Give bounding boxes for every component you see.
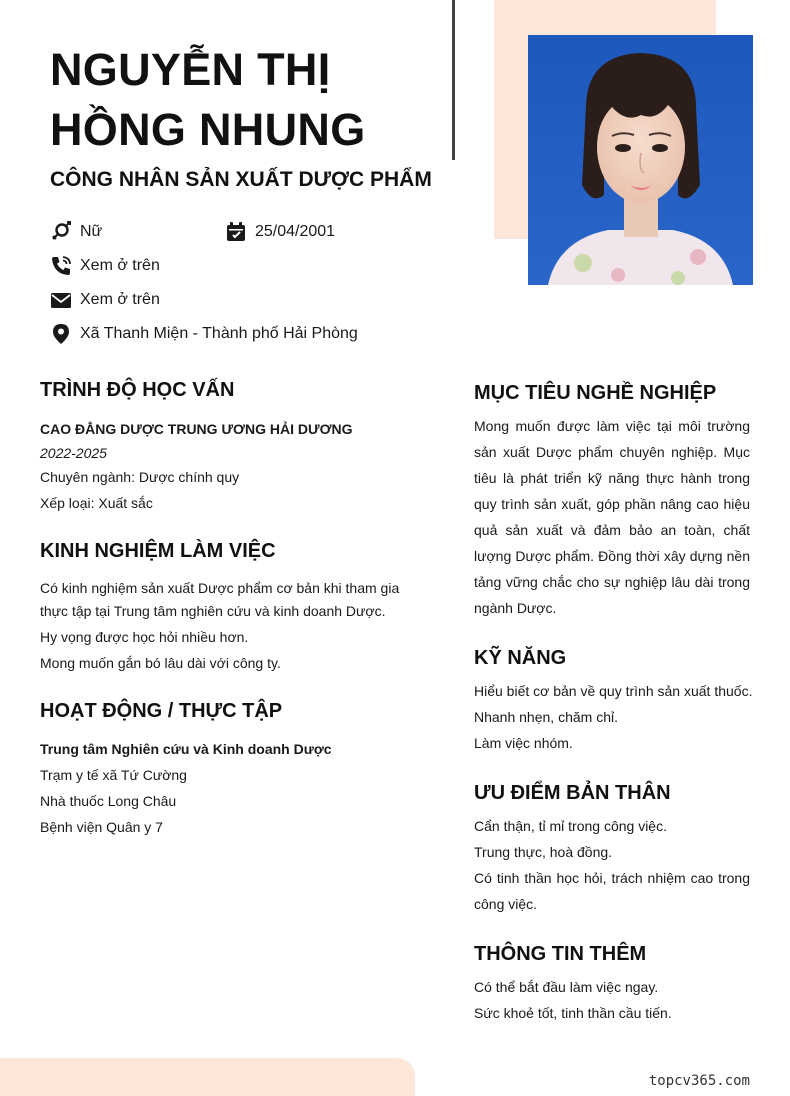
- objective-title: MỤC TIÊU NGHỀ NGHIỆP: [474, 382, 717, 404]
- email-row: [50, 288, 160, 312]
- experience-line: Hy vọng được học hỏi nhiều hơn.: [40, 629, 249, 645]
- decor-vertical-line: [452, 0, 455, 160]
- skills-title: KỸ NĂNG: [474, 647, 567, 669]
- envelope-icon: [50, 289, 72, 311]
- extra-line: Có thể bắt đầu làm việc ngay.: [474, 979, 659, 995]
- extra-title: THÔNG TIN THÊM: [474, 943, 647, 965]
- experience-block: [40, 577, 410, 675]
- extra-line: Sức khoẻ tốt, tinh thần cầu tiến.: [474, 1005, 672, 1021]
- skills-line: Hiểu biết cơ bản về quy trình sản xuất thuốc.: [474, 683, 753, 699]
- education-rank: Xếp loại: Xuất sắc: [40, 495, 153, 511]
- gender-row: [50, 220, 102, 244]
- job-title: CÔNG NHÂN SẢN XUẤT DƯỢC PHẨM: [50, 168, 432, 191]
- strengths-line: Trung thực, hoà đồng.: [474, 844, 613, 860]
- skills-line: Làm việc nhóm.: [474, 735, 573, 751]
- education-school: CAO ĐẲNG DƯỢC TRUNG ƯƠNG HẢI DƯƠNG: [40, 421, 353, 437]
- location-pin-icon: [50, 323, 72, 345]
- footer-site: topcv365.com: [648, 1073, 750, 1089]
- skills-block: [474, 678, 764, 756]
- gender-icon: [50, 221, 72, 243]
- birthdate-value: 25/04/2001: [255, 223, 336, 240]
- education-major: Chuyên ngành: Dược chính quy: [40, 469, 240, 485]
- decor-peach-block-bottom: [0, 1058, 415, 1096]
- strengths-line: Cẩn thận, tỉ mỉ trong công việc.: [474, 818, 667, 834]
- name-line-1: NGUYỄN THỊ: [50, 44, 331, 95]
- phone-value: Xem ở trên: [80, 257, 160, 274]
- education-block: [40, 416, 440, 516]
- activities-line: Trạm y tế xã Tứ Cường: [40, 767, 187, 783]
- email-value: Xem ở trên: [80, 291, 160, 308]
- address-value: Xã Thanh Miện - Thành phố Hải Phòng: [80, 325, 358, 342]
- experience-line: Mong muốn gắn bó lâu dài với công ty.: [40, 655, 281, 671]
- activities-line: Nhà thuốc Long Châu: [40, 793, 177, 809]
- activities-title: HOẠT ĐỘNG / THỰC TẬP: [40, 700, 283, 722]
- phone-row: [50, 254, 160, 278]
- extra-block: [474, 974, 764, 1026]
- skills-line: Nhanh nhẹn, chăm chỉ.: [474, 709, 618, 725]
- portrait-image: [528, 35, 753, 285]
- activities-heading: Trung tâm Nghiên cứu và Kinh doanh Dược: [40, 741, 332, 757]
- candidate-name: [50, 40, 440, 160]
- birthdate-row: [225, 220, 335, 244]
- calendar-icon: [225, 221, 247, 243]
- name-line-2: HỒNG NHUNG: [50, 104, 366, 155]
- strengths-block: [474, 813, 750, 917]
- phone-icon: [50, 255, 72, 277]
- strengths-line: Có tinh thần học hỏi, trách nhiệm cao trong công việc.: [474, 870, 750, 912]
- experience-title: KINH NGHIỆM LÀM VIỆC: [40, 540, 276, 562]
- objective-text: Mong muốn được làm việc tại môi trường sản xuất Dược phẩm chuyên nghiệp. Mục tiêu là phát triển kỹ năng thực hành trong quy trình sản xuất, góp phần nâng cao hiệu quả sản xuất và đảm bảo an toàn, chất lượng Dược phẩm. Đồng thời xây dựng nền tảng vững chắc cho sự nghiệp lâu dài trong ngành Dược.: [474, 418, 750, 616]
- experience-line: Có kinh nghiệm sản xuất Dược phẩm cơ bản khi tham gia thực tập tại Trung tâm nghiên cứu và kinh doanh Dược.: [40, 580, 400, 619]
- strengths-title: ƯU ĐIỂM BẢN THÂN: [474, 782, 671, 804]
- profile-photo: [528, 35, 753, 285]
- education-title: TRÌNH ĐỘ HỌC VẤN: [40, 379, 235, 401]
- education-period: 2022-2025: [40, 445, 107, 461]
- activities-line: Bệnh viện Quân y 7: [40, 819, 163, 835]
- address-row: [50, 322, 358, 346]
- gender-value: Nữ: [80, 223, 103, 240]
- activities-block: [40, 736, 440, 840]
